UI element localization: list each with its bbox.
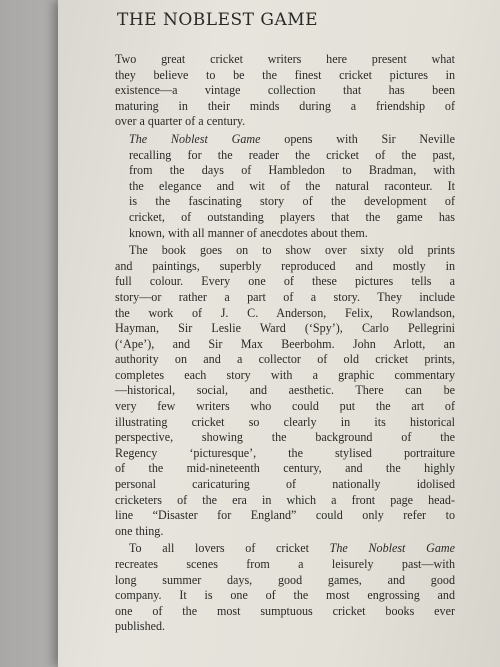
paragraph-1 bbox=[115, 52, 455, 130]
text-line: recreates scenes from a leisurely past—with bbox=[115, 557, 455, 571]
text-line: and paintings, superbly reproduced and mostly in bbox=[115, 258, 455, 273]
text-line: personal caricaturing of nationally idolised bbox=[115, 477, 455, 492]
text-line: company. It is one of the most engrossing and bbox=[115, 588, 455, 603]
text-line: of the mid-nineteenth century, and the highly bbox=[115, 461, 455, 476]
text-line: —historical, social, and aesthetic. There can be bbox=[115, 383, 455, 398]
text-line: published. bbox=[115, 619, 166, 634]
page-title: THE NOBLEST GAME bbox=[117, 10, 319, 30]
text-line: The book goes on to show over sixty old prints bbox=[129, 243, 455, 258]
text-line: perspective, showing the background of the bbox=[115, 430, 455, 445]
text-line: To all lovers of cricket The Noblest Game bbox=[129, 541, 455, 556]
text-line: (‘Ape’), and Sir Max Beerbohm. John Arlott, an bbox=[115, 336, 455, 351]
book-title-italic: The Noblest Game bbox=[129, 131, 261, 146]
text-line: is the fascinating story of the development of bbox=[129, 194, 455, 209]
text-line: line “Disaster for England” could only refer to bbox=[115, 508, 455, 523]
text-line: Two great cricket writers here present what bbox=[115, 52, 455, 66]
text-line: maturing in their minds during a friendship of bbox=[115, 98, 455, 113]
text-line: one of the most sumptuous cricket books ever bbox=[115, 603, 455, 618]
text-line: existence—a vintage collection that has been bbox=[115, 83, 455, 98]
book-title-italic: The Noblest Game bbox=[329, 541, 455, 556]
text-line: illustrating cricket so clearly in its historical bbox=[115, 414, 455, 429]
paragraph-3 bbox=[115, 243, 455, 539]
text-line: one thing. bbox=[115, 523, 164, 538]
paragraph-4 bbox=[115, 541, 455, 635]
text-line: authority on and a collector of old cricket prints, bbox=[115, 352, 455, 367]
blurb-text bbox=[115, 52, 455, 637]
paragraph-2 bbox=[115, 132, 455, 241]
text-line: they believe to be the finest cricket pictures in bbox=[115, 67, 455, 82]
text-line: long summer days, good games, and good bbox=[115, 572, 455, 587]
text-line: the work of J. C. Anderson, Felix, Rowlandson, bbox=[115, 305, 455, 320]
text-line: cricket, of outstanding players that the game has bbox=[129, 209, 455, 224]
text-line: very few writers who could put the art of bbox=[115, 399, 455, 414]
text-line: from the days of Hambledon to Bradman, with bbox=[129, 163, 455, 178]
text-line: known, with all manner of anecdotes about them. bbox=[129, 225, 368, 240]
text-line: over a quarter of a century. bbox=[115, 114, 246, 129]
text-line: Hayman, Sir Leslie Ward (‘Spy’), Carlo Pellegrini bbox=[115, 321, 455, 336]
text-line: full colour. Every one of these pictures tells a bbox=[115, 274, 455, 289]
text-line: Regency ‘picturesque’, the stylised portraiture bbox=[115, 445, 455, 460]
text-line: story—or rather a part of a story. They include bbox=[115, 289, 455, 304]
text-line: completes each story with a graphic commentary bbox=[115, 367, 455, 382]
text-line: The Noblest Game opens with Sir Neville bbox=[129, 131, 455, 146]
text-line: the elegance and wit of the natural raconteur. It bbox=[129, 178, 455, 193]
text-line: cricketers of the era in which a front page head- bbox=[115, 492, 455, 507]
text-line: recalling for the reader the cricket of the past, bbox=[129, 147, 455, 162]
